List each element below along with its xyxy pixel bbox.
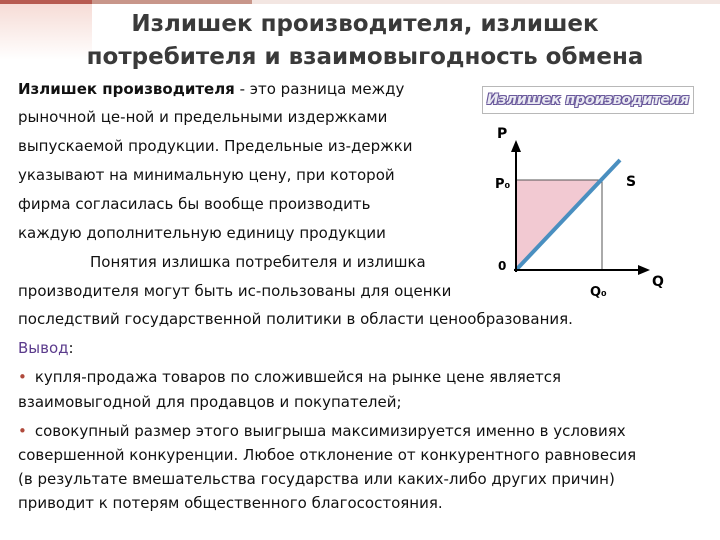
paragraph-line-8: производителя могут быть ис-пользованы для оценки bbox=[18, 282, 452, 300]
header-accent-light bbox=[252, 0, 720, 4]
bullet-2-line-3: (в результате вмешательства государства или каких-либо других причин) bbox=[18, 470, 615, 488]
x-axis-arrow-icon bbox=[638, 265, 650, 275]
term-producer-surplus: Излишек производителя bbox=[18, 80, 235, 98]
bullet-1-marker: • bbox=[18, 368, 27, 386]
bullet-2-line-2: совершенной конкуренции. Любое отклонение от конкурентного равновесия bbox=[18, 446, 637, 464]
paragraph-line-2: рыночной це-ной и предельными издержками bbox=[18, 108, 388, 126]
slide-title bbox=[40, 8, 690, 74]
supply-curve-label: S bbox=[626, 174, 637, 190]
bullet-1-text-1: купля-продажа товаров по сложившейся на рынке цене является bbox=[34, 368, 561, 386]
origin-label: 0 bbox=[498, 259, 507, 273]
bullet-2-line-4: приводит к потерям общественного благосостояния. bbox=[18, 494, 443, 512]
bullet-2-marker: • bbox=[18, 422, 27, 440]
axis-y-label: P bbox=[497, 126, 508, 142]
bullet-2-line-1 bbox=[18, 422, 626, 440]
paragraph-line-7: Понятия излишка потребителя и излишка bbox=[90, 253, 426, 271]
paragraph-line-3: выпускаемой продукции. Предельные из-держки bbox=[18, 137, 413, 155]
slide-title-line-1: Излишек производителя, излишек bbox=[131, 11, 599, 37]
diagram-title: Излишек производителя bbox=[482, 86, 694, 114]
bullet-1-line-1 bbox=[18, 368, 561, 386]
quantity-label: Q₀ bbox=[590, 285, 607, 300]
paragraph-line-1 bbox=[18, 80, 404, 98]
y-axis-arrow-icon bbox=[511, 140, 521, 152]
bullet-1-line-2: взаимовыгодной для продавцов и покупателей; bbox=[18, 393, 402, 411]
conclusion-colon: : bbox=[68, 339, 74, 357]
paragraph-line-5: фирма согласилась бы вообще производить bbox=[18, 195, 371, 213]
conclusion-label: Вывод bbox=[18, 339, 69, 357]
conclusion-heading bbox=[18, 339, 74, 357]
axis-x-label: Q bbox=[652, 274, 664, 290]
paragraph-line-4: указывают на минимальную цену, при которой bbox=[18, 166, 395, 184]
paragraph-line-6: каждую дополнительную единицу продукции bbox=[18, 224, 386, 242]
header-accent-mid bbox=[92, 0, 252, 4]
paragraph-line-1-rest: - это разница между bbox=[234, 80, 405, 98]
bullet-2-text-1: совокупный размер этого выигрыша максимизируется именно в условиях bbox=[34, 422, 626, 440]
producer-surplus-diagram bbox=[480, 86, 700, 300]
slide-title-line-2: потребителя и взаимовыгодность обмена bbox=[86, 44, 644, 70]
paragraph-line-9: последствий государственной политики в области ценообразования. bbox=[18, 310, 573, 328]
price-label: P₀ bbox=[495, 177, 511, 192]
